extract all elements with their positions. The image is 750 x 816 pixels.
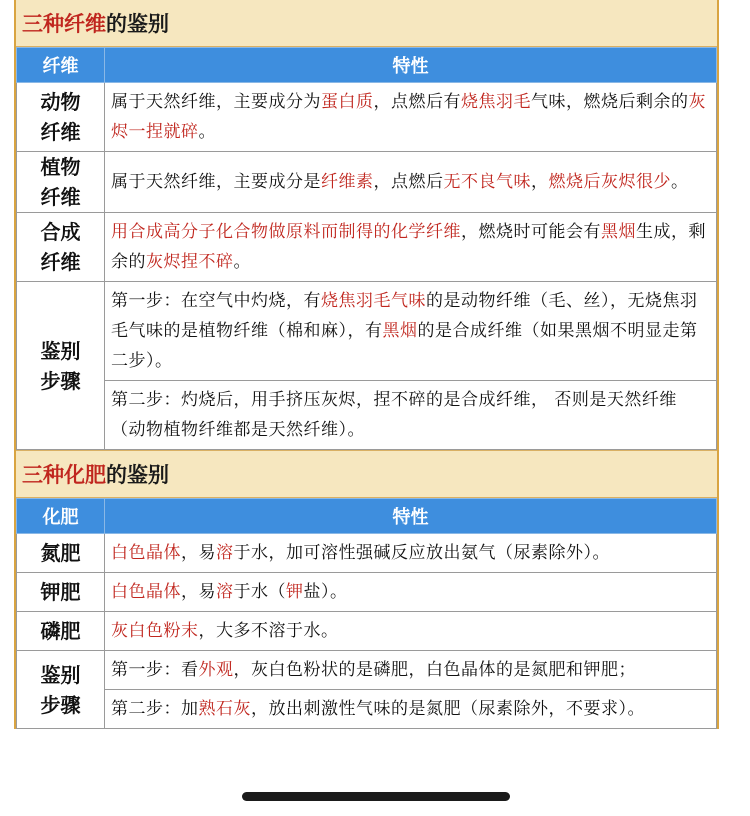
text-segment: 盐）。: [303, 582, 348, 602]
fiber-step-row: [17, 381, 717, 450]
fertilizer-section-title: [16, 450, 717, 498]
fiber-row: [17, 152, 717, 213]
fiber-steps-label: 鉴别 步骤: [17, 282, 105, 450]
fiber-header-type: 纤维: [17, 48, 105, 83]
text-segment: 烧焦羽毛气味: [321, 291, 426, 311]
fiber-step-description: [105, 282, 717, 381]
fertilizer-step-description: [105, 690, 717, 729]
text-segment: 于水（: [233, 582, 286, 602]
text-segment: 白色晶体: [111, 543, 181, 563]
fertilizer-step-row: [17, 690, 717, 729]
text-segment: 于水，加可溶性强碱反应放出氨气（尿素除外）。: [233, 543, 610, 563]
text-segment: 属于天然纤维，主要成分是: [111, 172, 321, 192]
fertilizer-row: [17, 534, 717, 573]
fiber-row-description: [105, 83, 717, 152]
identification-sheet: [14, 0, 719, 729]
text-segment: 灰烬捏不碎: [146, 252, 234, 272]
fiber-table: [16, 47, 717, 450]
text-segment: ，点燃后有: [373, 92, 461, 112]
text-segment: 黑烟: [382, 321, 418, 341]
text-segment: 。: [671, 172, 689, 192]
fertilizer-header-type: 化肥: [17, 499, 105, 534]
text-segment: 生成，剩余的: [111, 222, 706, 272]
text-segment: 的是合成纤维（如果黑烟不明显走第二步）。: [111, 321, 698, 371]
fiber-title-part-2: 纤维: [64, 12, 106, 36]
text-segment: 黑烟: [601, 222, 636, 242]
fiber-section-title: [16, 0, 717, 47]
text-segment: 溶: [216, 582, 234, 602]
text-segment: 无不良气味: [443, 172, 531, 192]
fiber-row-label: 植物 纤维: [17, 152, 105, 213]
fiber-row-label: 动物 纤维: [17, 83, 105, 152]
fertilizer-title-part-1: 三种: [22, 463, 64, 487]
text-segment: 白色晶体: [111, 582, 181, 602]
text-segment: 外观: [198, 660, 234, 680]
text-segment: 灰烬一捏就碎: [111, 92, 706, 142]
fertilizer-row-label: 钾肥: [17, 573, 105, 612]
fiber-row-label: 合成 纤维: [17, 213, 105, 282]
fiber-row: [17, 213, 717, 282]
fiber-step-description: [105, 381, 717, 450]
fertilizer-row-label: 氮肥: [17, 534, 105, 573]
text-segment: 溶: [216, 543, 234, 563]
fertilizer-steps-label: 鉴别 步骤: [17, 651, 105, 729]
fertilizer-row: [17, 612, 717, 651]
text-segment: 用合成高分子化合物做原料而制得的化学纤维: [111, 222, 461, 242]
text-segment: 的是动物纤维（毛、丝），无烧焦羽毛气味的是植物纤维（棉和麻），有: [111, 291, 698, 341]
fiber-title-part-1: 三种: [22, 12, 64, 36]
fertilizer-step-description: [105, 651, 717, 690]
fertilizer-table: [16, 498, 717, 729]
text-segment: 属于天然纤维，主要成分为: [111, 92, 321, 112]
fiber-row-description: [105, 152, 717, 213]
text-segment: ，: [531, 172, 549, 192]
fiber-row: [17, 83, 717, 152]
fertilizer-row-description: [105, 573, 717, 612]
text-segment: 。: [198, 122, 216, 142]
text-segment: 熟石灰: [198, 699, 251, 719]
text-segment: 第二步：灼烧后，用手挤压灰烬，捏不碎的是合成纤维， 否则是天然纤维（动物植物纤维都是天然纤维）。: [111, 390, 677, 440]
fertilizer-header-property: 特性: [105, 499, 717, 534]
text-segment: 第二步：加: [111, 699, 199, 719]
fiber-row-description: [105, 213, 717, 282]
fiber-step-row: [17, 282, 717, 381]
fertilizer-row-description: [105, 534, 717, 573]
text-segment: 燃烧后灰烬很少: [548, 172, 671, 192]
text-segment: 蛋白质: [321, 92, 374, 112]
text-segment: ，易: [181, 543, 216, 563]
fertilizer-table-header: [17, 499, 717, 534]
text-segment: ，放出刺激性气味的是氮肥（尿素除外，不要求）。: [251, 699, 645, 719]
text-segment: 第一步：看: [111, 660, 199, 680]
fertilizer-title-part-3: 的鉴别: [106, 463, 169, 487]
fertilizer-step-row: [17, 651, 717, 690]
fertilizer-row: [17, 573, 717, 612]
text-segment: ，燃烧时可能会有: [461, 222, 601, 242]
text-segment: ，灰白色粉状的是磷肥，白色晶体的是氮肥和钾肥；: [233, 660, 636, 680]
text-segment: ，易: [181, 582, 216, 602]
fiber-title-part-3: 的鉴别: [106, 12, 169, 36]
fertilizer-row-label: 磷肥: [17, 612, 105, 651]
text-segment: ，大多不溶于水。: [198, 621, 339, 641]
fertilizer-row-description: [105, 612, 717, 651]
text-segment: 气味，燃烧后剩余的: [531, 92, 689, 112]
text-segment: 。: [233, 252, 251, 272]
text-segment: 灰白色粉末: [111, 621, 199, 641]
home-indicator-bar[interactable]: [242, 792, 510, 801]
fiber-header-property: 特性: [105, 48, 717, 83]
text-segment: 烧焦羽毛: [461, 92, 531, 112]
text-segment: 钾: [286, 582, 304, 602]
fiber-table-header: [17, 48, 717, 83]
text-segment: 第一步：在空气中灼烧，有: [111, 291, 321, 311]
text-segment: ，点燃后: [373, 172, 444, 192]
text-segment: 纤维素: [321, 172, 374, 192]
fertilizer-title-part-2: 化肥: [64, 463, 106, 487]
